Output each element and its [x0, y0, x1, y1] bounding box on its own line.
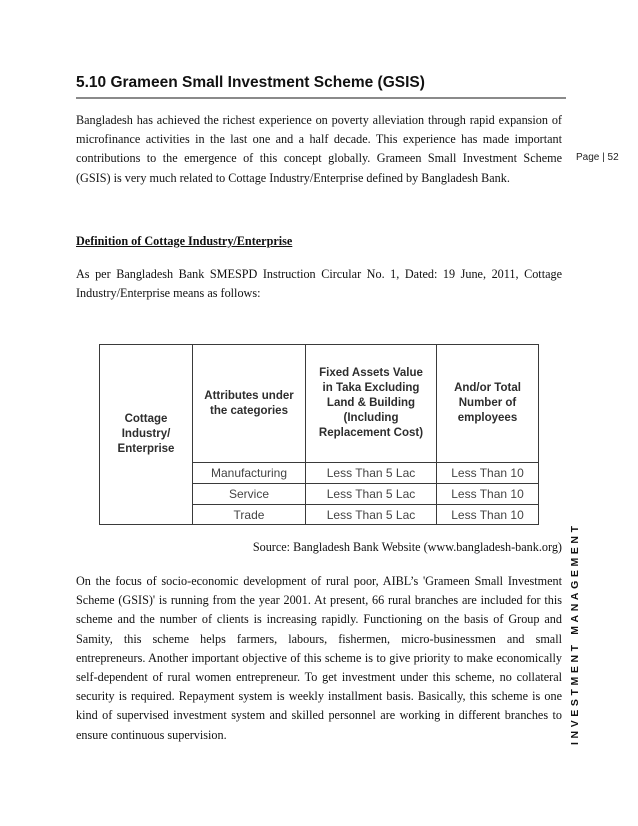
row-attribute: Manufacturing — [193, 463, 306, 484]
table-source: Source: Bangladesh Bank Website (www.bangladesh-bank.org) — [252, 540, 562, 554]
page-number: Page | 52 — [576, 152, 619, 163]
header-employees — [437, 345, 539, 463]
row-employees: Less Than 10 — [437, 505, 539, 525]
closing-paragraph: On the focus of socio-economic development of rural poor, AIBL’s 'Grameen Small Investment Scheme (GSIS)' is running from the year 2001. At present, 66 rural branches are included for this scheme and the number of clients is increasing rapidly. Functioning on the basis of Group and Samity, this scheme helps farmers, labours, fishermen, micro-businessmen and small entrepreneurs. Another important objective of this scheme is to give priority to make economically self-dependent of rural women entrepreneur. To get investment under this scheme, no collateral security is required. Repayment system is weekly installment basis. Basically, this scheme is one kind of supervised investment system and skilled personnel are working in different branches to ensure continuous supervision. — [76, 574, 562, 742]
row-employees: Less Than 10 — [437, 484, 539, 505]
row-assets: Less Than 5 Lac — [306, 505, 437, 525]
header-attributes-label: Attributes under the categories — [204, 389, 294, 417]
definition-subheading: Definition of Cottage Industry/Enterprise — [76, 234, 293, 248]
category-label: Cottage Industry/ Enterprise — [117, 413, 175, 455]
section-heading: 5.10 Grameen Small Investment Scheme (GSIS) — [76, 74, 425, 91]
side-label-investment-management: INVESTMENT MANAGEMENT — [569, 522, 581, 745]
row-assets: Less Than 5 Lac — [306, 484, 437, 505]
row-attribute: Trade — [193, 505, 306, 525]
intro-paragraph: Bangladesh has achieved the richest experience on poverty alleviation through rapid expansion of microfinance activities in the last one and a half decade. This experience has made important contributions to the emergence of this concept globally. Grameen Small Investment Scheme (GSIS) is very much related to Cottage Industry/Enterprise defined by Bangladesh Bank. — [76, 113, 562, 185]
cottage-industry-table — [99, 344, 539, 525]
header-attributes — [193, 345, 306, 463]
header-fixed-assets-label: Fixed Assets Value in Taka Excluding Land & Building (Including Replacement Cost) — [318, 367, 424, 439]
definition-paragraph: As per Bangladesh Bank SMESPD Instruction Circular No. 1, Dated: 19 June, 2011, Cottage Industry/Enterprise means as follows: — [76, 267, 562, 301]
category-cell — [100, 345, 193, 525]
header-employees-label: And/or Total Number of employees — [454, 382, 521, 424]
heading-underline — [76, 97, 566, 99]
row-assets: Less Than 5 Lac — [306, 463, 437, 484]
row-employees: Less Than 10 — [437, 463, 539, 484]
header-fixed-assets — [306, 345, 437, 463]
row-attribute: Service — [193, 484, 306, 505]
cottage-industry-table-figure — [99, 344, 539, 524]
